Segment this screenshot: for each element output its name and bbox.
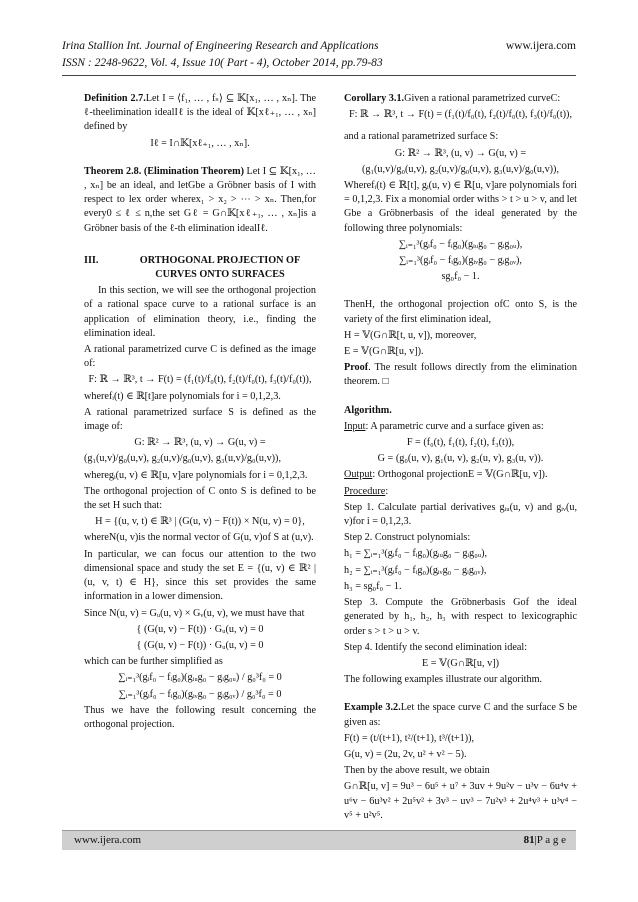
equation	[84, 373, 316, 387]
section-number: III.	[84, 254, 99, 266]
text: h₁ = ∑ᵢ₌₁³(gᵢf₀ − fᵢg₀)(gᵢᵤg₀ − gᵢg₀ᵤ),	[344, 548, 488, 560]
spacer	[84, 238, 316, 250]
text: F = (f₀(t), f₁(t), f₂(t), f₃(t)),	[406, 437, 515, 449]
text: Step 1. Calculate partial derivatives gᵢᵤ(u, v) and gᵢᵥ(u, v)for i = 0,1,2,3.	[344, 501, 577, 528]
bold-label: Algorithm.	[344, 404, 392, 416]
text: wherefᵢ(t) ∈ ℝ[t]are polynomials for i = 0,1,2,3.	[84, 390, 281, 402]
paragraph	[344, 748, 577, 762]
text: Wherefᵢ(t) ∈ ℝ[t], gᵢ(u, v) ∈ ℝ[u, v]are polynomials fori = 0,1,2,3. Fix a monomial order withs > t > u > v, and let Gbe a Gröbnerbasis of the ideal generated by the following three polynomials:	[344, 180, 577, 234]
paragraph	[344, 404, 577, 418]
paragraph	[344, 780, 577, 823]
header-url[interactable]: www.ijera.com	[505, 40, 576, 52]
text: wheregᵢ(u, v) ∈ ℝ[u, v]are polynomials for i = 0,1,2,3.	[84, 469, 308, 481]
text: Let the space curve C and the surface S be given as:	[344, 702, 577, 728]
equation	[84, 515, 316, 529]
text: h₃ = sg₀f₀ − 1.	[344, 580, 402, 592]
paragraph	[344, 673, 577, 687]
journal-issn: ISSN : 2248-9622, Vol. 4, Issue 10( Part - 4), October 2014, pp.79-83	[62, 57, 383, 69]
paragraph	[84, 704, 316, 732]
paragraph	[84, 452, 316, 466]
paragraph	[344, 420, 577, 434]
text: and a rational parametrized surface S:	[344, 131, 499, 143]
text: { (G(u, v) − F(t)) · Gᵤ(u, v) = 0	[136, 639, 264, 651]
spacer	[344, 286, 577, 298]
page-header	[62, 38, 576, 72]
text: G∩ℝ[u, v] = 9u³ − 6u⁵ + u⁷ + 3uv + 9u²v − u³v − 6u⁴v + u⁶v − 6u³v² + 2u⁵v² + 3v³ − uv³ − 7u²v³ + 2u⁴v³ + u³v⁴ − v⁵ + u²v⁵.	[344, 781, 577, 821]
paragraph	[344, 485, 577, 499]
text: Then by the above result, we obtain	[344, 765, 490, 777]
paragraph	[344, 361, 577, 389]
paragraph	[344, 468, 577, 482]
underlined-label: Procedure	[344, 485, 386, 497]
right-column	[344, 92, 577, 825]
paragraph	[344, 130, 577, 144]
text: Thus we have the following result concerning the orthogonal projection.	[84, 704, 316, 730]
text: A rational parametrized surface S is defined as the image of:	[84, 406, 316, 433]
header-rule	[62, 75, 576, 76]
text: Given a rational parametrized curveC:	[404, 93, 561, 104]
paragraph	[84, 485, 316, 513]
equation	[84, 436, 316, 450]
bold-label: Definition 2.7.	[84, 93, 146, 104]
equation	[344, 254, 577, 268]
text: E = 𝕍(G∩ℝ[u, v])	[422, 657, 499, 669]
text: The orthogonal projection of C onto S is defined to be the set H such that:	[84, 485, 316, 512]
text: In this section, we will see the orthogonal projection of a rational space curve to a rational surface is an application of elimination theory, i.e., finding the elimination ideal.	[84, 285, 316, 339]
text: which can be further simplified as	[84, 656, 223, 668]
text: Let I ⊆ 𝕂[x₁, … , xₙ] be an ideal, and letGbe a Gröbner basis of I with respect to lex order wherex₁ > x₂ > ⋯ > xₙ. Then,for every0 ≤ ℓ ≤ n,the set Gℓ = G∩𝕂[xℓ₊₁, … , xₙ]is a Gröbner basis of the ℓ-th elimination idealIℓ.	[84, 165, 316, 234]
paragraph	[84, 655, 316, 669]
paragraph	[84, 607, 316, 621]
text: H = 𝕍(G∩ℝ[t, u, v]), moreover,	[344, 329, 477, 341]
paragraph	[344, 701, 577, 729]
bold-label: Corollary 3.1.	[344, 93, 405, 104]
page-number	[524, 831, 566, 850]
spacer	[84, 153, 316, 165]
text: G: ℝ² → ℝ³, (u, v) → G(u, v) =	[394, 147, 527, 159]
spacer	[344, 392, 577, 404]
text: . The result follows directly from the elimination theorem. □	[344, 362, 577, 388]
text: Iℓ = I∩𝕂[xℓ₊₁, … , xₙ].	[150, 137, 250, 149]
paragraph	[84, 390, 316, 404]
paragraph	[84, 531, 316, 545]
text: sg₀f₀ − 1.	[441, 271, 480, 283]
text: Step 4. Identify the second elimination ideal:	[344, 641, 528, 653]
paragraph	[344, 564, 577, 578]
text: : Orthogonal projectionE = 𝕍(G∩ℝ[u, v]).	[372, 469, 548, 481]
section-heading	[84, 254, 316, 282]
text: In particular, we can focus our attention to the two dimensional space and study the set E = {(u, v) ∈ ℝ² | (u, v, t) ∈ H}, since this set provides the same information in a lower dimension.	[84, 548, 316, 603]
text: Step 2. Construct polynomials:	[344, 532, 471, 544]
text: :	[385, 485, 389, 497]
paragraph	[84, 343, 316, 371]
bold-label: Theorem 2.8. (Elimination Theorem)	[84, 165, 244, 177]
text: F(t) = (t/(t+1), t²/(t+1), t³/(t+1)),	[344, 732, 475, 744]
text: ThenH, the orthogonal projection ofC onto S, is the variety of the first elimination ideal,	[344, 299, 577, 325]
equation	[344, 452, 577, 466]
paragraph	[344, 298, 577, 326]
equation	[344, 657, 577, 671]
text: ∑ᵢ₌₁³(gᵢf₀ − fᵢg₀)(gᵢᵥg₀ − gᵢg₀ᵥ) / g₀³f₀ = 0	[118, 688, 282, 700]
paragraph	[84, 92, 316, 135]
page-label: |P a g e	[534, 834, 566, 846]
text: : A parametric curve and a surface given as:	[365, 420, 544, 432]
text: G: ℝ² → ℝ³, (u, v) → G(u, v) =	[134, 437, 266, 449]
footer-url[interactable]: www.ijera.com	[74, 834, 142, 846]
underlined-label: Input	[344, 420, 366, 432]
text: Since N(u, v) = Gᵤ(u, v) × Gᵥ(u, v), we must have that	[84, 607, 305, 619]
page-number-value: 81	[523, 834, 535, 846]
equation	[344, 108, 577, 122]
paragraph	[344, 732, 577, 746]
left-column	[84, 92, 316, 734]
equation	[84, 623, 316, 637]
paragraph	[344, 641, 577, 655]
paragraph	[344, 580, 577, 594]
equation	[344, 270, 577, 284]
equation	[84, 671, 316, 685]
equation	[344, 238, 577, 252]
paragraph	[344, 345, 577, 359]
text: h₂ = ∑ᵢ₌₁³(gᵢf₀ − fᵢg₀)(gᵢᵥg₀ − gᵢg₀ᵥ),	[344, 564, 487, 576]
text: Step 3. Compute the Gröbnerbasis Gof the ideal generated by h₁, h₂, h₃ with respect to lexicographic order s > t > u > v.	[344, 597, 577, 637]
paragraph	[84, 284, 316, 341]
text: { (G(u, v) − F(t)) · Gᵤ(u, v) = 0	[136, 623, 264, 635]
journal-title: Irina Stallion Int. Journal of Engineering Research and Applications	[62, 40, 379, 52]
equation	[344, 147, 577, 161]
paragraph	[344, 329, 577, 343]
paragraph	[84, 548, 316, 605]
paragraph	[84, 469, 316, 483]
paragraph	[344, 764, 577, 778]
text: whereN(u, v)is the normal vector of G(u, v)of S at (u,v).	[84, 532, 314, 544]
text: F: ℝ → ℝ³, t → F(t) = (f₁(t)/f₀(t), f₂(t)/f₀(t), f₃(t)/f₀(t)),	[88, 374, 312, 386]
text: (g₁(u,v)/g₀(u,v), g₂(u,v)/g₀(u,v), g₃(u,v)/g₀(u,v)),	[84, 453, 281, 465]
equation	[84, 137, 316, 151]
paragraph	[84, 406, 316, 434]
paragraph	[344, 547, 577, 561]
section-title: ORTHOGONAL PROJECTION OF CURVES ONTO SURFACES	[139, 254, 301, 281]
paragraph	[344, 179, 577, 236]
equation	[344, 163, 577, 177]
text: G = (g₀(u, v), g₁(u, v), g₂(u, v), g₃(u, v)).	[377, 453, 544, 465]
bold-label: Proof	[344, 362, 369, 374]
text: F: ℝ → ℝ³, t → F(t) = (f₁(t)/f₀(t), f₂(t)/f₀(t), f₃(t)/f₀(t)),	[348, 109, 572, 121]
text: (g₁(u,v)/g₀(u,v), g₂(u,v)/g₀(u,v), g₃(u,v)/g₀(u,v)),	[362, 163, 559, 175]
equation	[84, 639, 316, 653]
page-footer	[62, 830, 576, 850]
spacer	[344, 689, 577, 701]
text: ∑ᵢ₌₁³(gᵢf₀ − fᵢg₀)(gᵢᵥg₀ − gᵢg₀ᵥ),	[399, 255, 522, 267]
underlined-label: Output	[344, 469, 373, 481]
text: ∑ᵢ₌₁³(gᵢf₀ − fᵢg₀)(gᵢᵤg₀ − gᵢg₀ᵤ),	[398, 238, 523, 250]
bold-label: Example 3.2.	[344, 702, 401, 714]
text: E = 𝕍(G∩ℝ[u, v]).	[344, 346, 424, 358]
paragraph	[84, 165, 316, 236]
paragraph	[344, 92, 577, 106]
equation	[84, 688, 316, 702]
text: The following examples illustrate our algorithm.	[344, 674, 543, 686]
paragraph	[344, 531, 577, 545]
paragraph	[344, 596, 577, 639]
text: ∑ᵢ₌₁³(gᵢf₀ − fᵢg₀)(gᵢᵤg₀ − gᵢg₀ᵤ) / g₀³f₀ = 0	[118, 672, 282, 684]
text: H = {(u, v, t) ∈ ℝ³ | (G(u, v) − F(t)) × N(u, v) = 0},	[95, 516, 305, 528]
text: A rational parametrized curve C is defined as the image of:	[84, 344, 316, 370]
paragraph	[344, 501, 577, 529]
equation	[344, 436, 577, 450]
text: G(u, v) = (2u, 2v, u² + v² − 5).	[344, 748, 467, 760]
text: Let I = ⟨f₁, … , fₛ⟩ ⊆ 𝕂[x₁, … , xₙ]. The ℓ-theelimination idealIℓ is the ideal of 𝕂[xℓ₊₁, … , xₙ] defined by	[84, 93, 316, 133]
